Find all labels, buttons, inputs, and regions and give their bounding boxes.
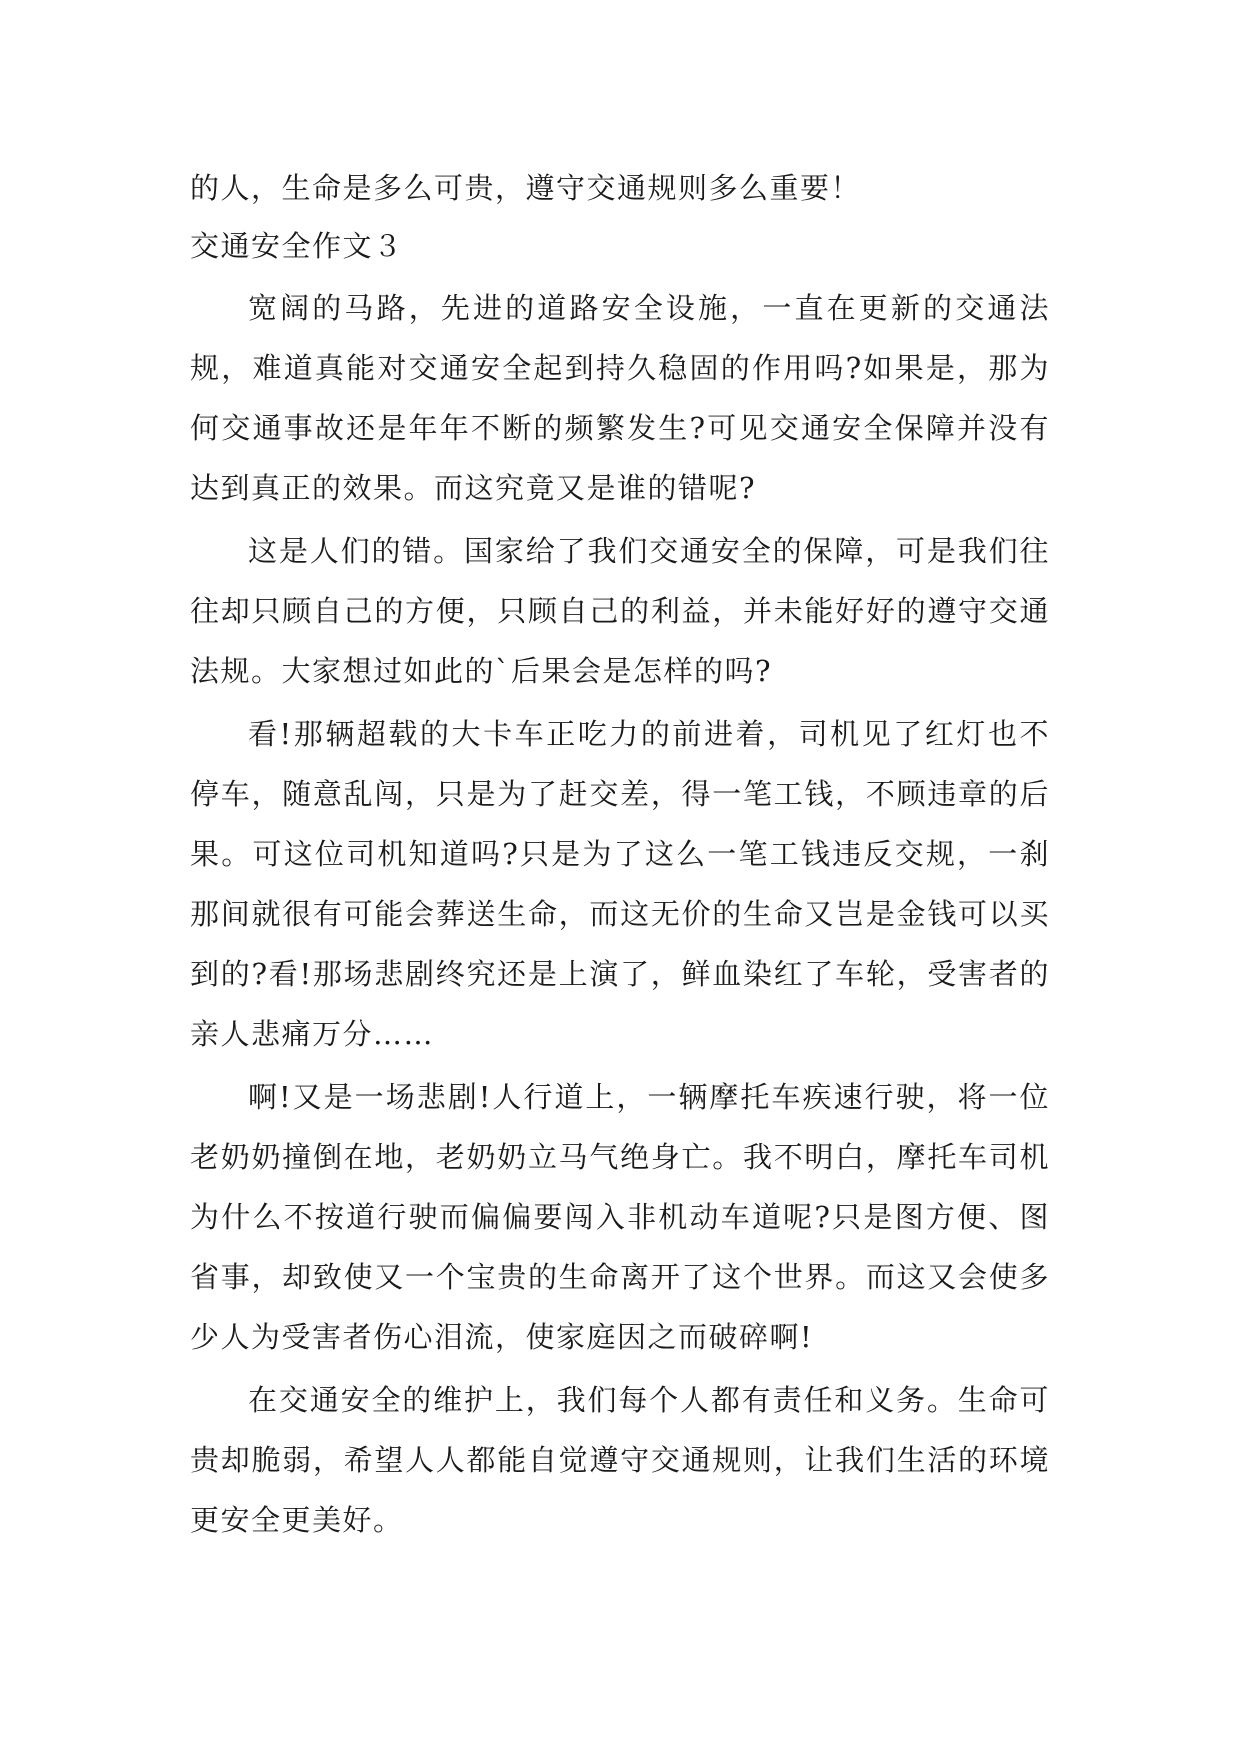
paragraph-1: 宽阔的马路，先进的道路安全设施，一直在更新的交通法规，难道真能对交通安全起到持久稳固的作用吗?如果是，那为何交通事故还是年年不断的频繁发生?可见交通安全保障并没有达到真正的效果。而这究竟又是谁的错呢? <box>190 291 1050 505</box>
document-body <box>190 158 1050 1550</box>
paragraph-4: 啊!又是一场悲剧!人行道上，一辆摩托车疾速行驶，将一位老奶奶撞倒在地，老奶奶立马气绝身亡。我不明白，摩托车司机为什么不按道行驶而偏偏要闯入非机动车道呢?只是图方便、图省事，却致使又一个宝贵的生命离开了这个世界。而这又会使多少人为受害者伤心泪流，使家庭因之而破碎啊! <box>190 1080 1050 1354</box>
essay-title: 交通安全作文３ <box>190 229 404 263</box>
paragraph-3: 看!那辆超载的大卡车正吃力的前进着，司机见了红灯也不停车，随意乱闯，只是为了赶交差，得一笔工钱，不顾违章的后果。可这位司机知道吗?只是为了这么一笔工钱违反交规，一刹那间就很有可能会葬送生命，而这无价的生命又岂是金钱可以买到的?看!那场悲剧终究还是上演了，鲜血染红了车轮，受害者的亲人悲痛万分…… <box>190 717 1050 1051</box>
paragraph-2: 这是人们的错。国家给了我们交通安全的保障，可是我们往往却只顾自己的方便，只顾自己的利益，并未能好好的遵守交通法规。大家想过如此的`后果会是怎样的吗? <box>190 534 1050 688</box>
paragraph-5: 在交通安全的维护上，我们每个人都有责任和义务。生命可贵却脆弱，希望人人都能自觉遵守交通规则，让我们生活的环境更安全更美好。 <box>190 1383 1050 1537</box>
continuation-line: 的人，生命是多么可贵，遵守交通规则多么重要！ <box>190 171 862 205</box>
